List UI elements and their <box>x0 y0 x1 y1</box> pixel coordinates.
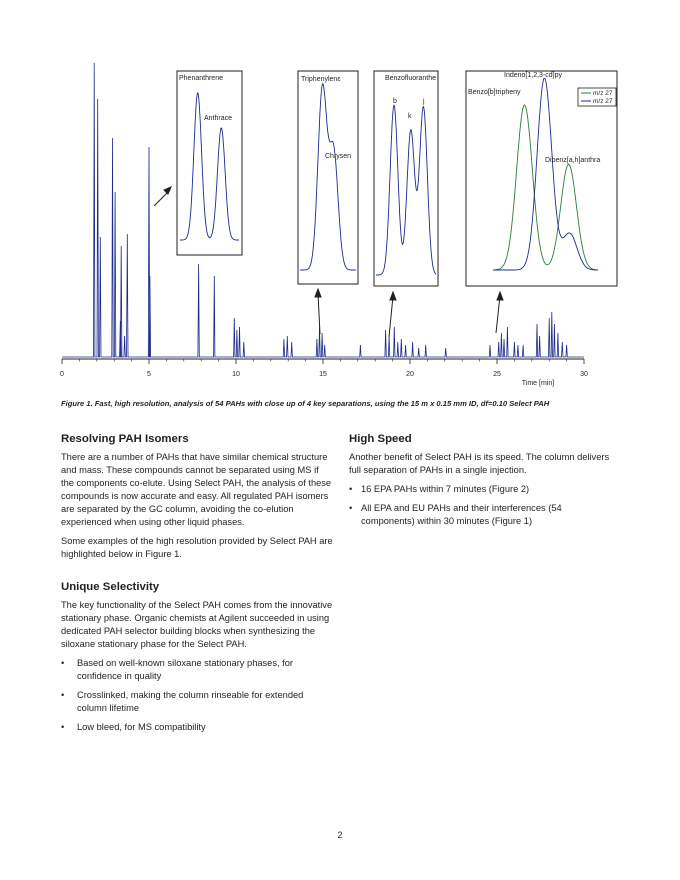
paragraph: There are a number of PAHs that have similar chemical structure and mass. These compounds cannot be separated using MS if the components co-elute. Using Select PAH, the analysis of these compounds is now accurate and easy. All regulated PAH isomers are separated by the GC column, avoiding the co-elution experienced when using other liquid phases. <box>61 452 332 527</box>
arrow-head-triphenylene <box>315 289 321 297</box>
list-item-text: Crosslinked, making the column rinseable for extended column lifetime <box>77 690 304 713</box>
list-item <box>349 483 617 496</box>
x-tick-label: 15 <box>319 371 327 378</box>
bullet-glyph: • <box>349 503 353 513</box>
arrow-head-phenanthrene <box>164 187 171 194</box>
chromatogram-figure <box>0 0 680 396</box>
list-item <box>349 502 617 528</box>
x-tick-label: 25 <box>493 371 501 378</box>
bullet-glyph: • <box>349 484 353 494</box>
bullet-glyph: • <box>61 690 65 700</box>
list-item-text: Based on well-known siloxane stationary phases, for confidence in quality <box>77 658 294 681</box>
figure-caption: Figure 1. Fast, high resolution, analysis of 54 PAHs with close up of 4 key separations, using the 15 m x 0.15 mm ID, df=0.10 Select PAH <box>61 399 550 408</box>
label-benzofluoranthene: Benzofluoranthe <box>385 75 436 82</box>
x-tick-label: 10 <box>232 371 240 378</box>
legend-entry: m/z 27 <box>593 98 613 105</box>
right-column <box>349 432 617 534</box>
x-tick-label: 20 <box>406 371 414 378</box>
label-dibenz: Dibenz[a,h]anthra <box>545 157 601 164</box>
arrow-head-indeno <box>497 292 503 300</box>
label-j: j <box>423 98 425 105</box>
list-item <box>61 657 333 683</box>
list-item-text: Low bleed, for MS compatibility <box>77 722 206 732</box>
x-tick-label: 30 <box>580 371 588 378</box>
list-item <box>61 721 333 734</box>
label-chrysene: Chrysen <box>325 153 352 160</box>
page-number: 2 <box>337 830 343 840</box>
label-benzo-b-triphenylene: Benzo[b]tripheny <box>468 89 521 96</box>
paragraph: The key functionality of the Select PAH comes from the innovative stationary phase. Organic chemists at Agilent succeeded in using dedicated PAH selector building blocks when synthesizing the siloxane stationary phase for the Select PAH. <box>61 600 333 649</box>
inset-phenanthrene-anthracene <box>177 71 242 255</box>
arrow-indeno <box>496 296 500 333</box>
bullet-list <box>349 483 617 528</box>
heading-resolving-pah-isomers: Resolving PAH Isomers <box>61 433 189 445</box>
heading-high-speed: High Speed <box>349 433 412 445</box>
list-item-text: All EPA and EU PAHs and their interferences (54 components) within 30 minutes (Figure 1) <box>361 503 562 526</box>
inset-indeno-dibenz <box>466 71 617 286</box>
bullet-glyph: • <box>61 722 65 732</box>
paragraph: Another benefit of Select PAH is its speed. The column delivers full separation of PAHs in a single injection. <box>349 452 610 475</box>
x-axis-label: Time [min] <box>521 380 555 387</box>
paragraph: Some examples of the high resolution provided by Select PAH are highlighted below in Figure 1. <box>61 536 333 559</box>
x-ticks <box>60 359 588 378</box>
arrow-triphenylene <box>318 293 320 334</box>
list-item <box>61 689 333 715</box>
x-tick-label: 0 <box>60 371 64 378</box>
label-triphenylene: Triphenylenε <box>301 76 341 83</box>
left-column <box>61 432 333 740</box>
legend-entry: m/z 27 <box>593 90 613 97</box>
inset-triphenylene-chrysene <box>298 71 358 284</box>
label-anthracene: Anthrace <box>204 115 233 122</box>
bullet-list <box>61 657 333 734</box>
label-k: k <box>408 113 412 120</box>
x-tick-label: 5 <box>147 371 151 378</box>
bullet-glyph: • <box>61 658 65 668</box>
inset-benzofluoranthenes <box>374 71 438 286</box>
arrow-benzofluoranthene <box>389 296 393 337</box>
label-phenanthrene: Phenanthrene <box>179 75 223 82</box>
label-indeno: Indeno[1,2,3-cd]py <box>504 72 562 79</box>
heading-unique-selectivity: Unique Selectivity <box>61 581 160 593</box>
arrow-head-benzofluoranthene <box>390 292 396 300</box>
label-b: b <box>393 98 397 105</box>
list-item-text: 16 EPA PAHs within 7 minutes (Figure 2) <box>361 484 530 494</box>
